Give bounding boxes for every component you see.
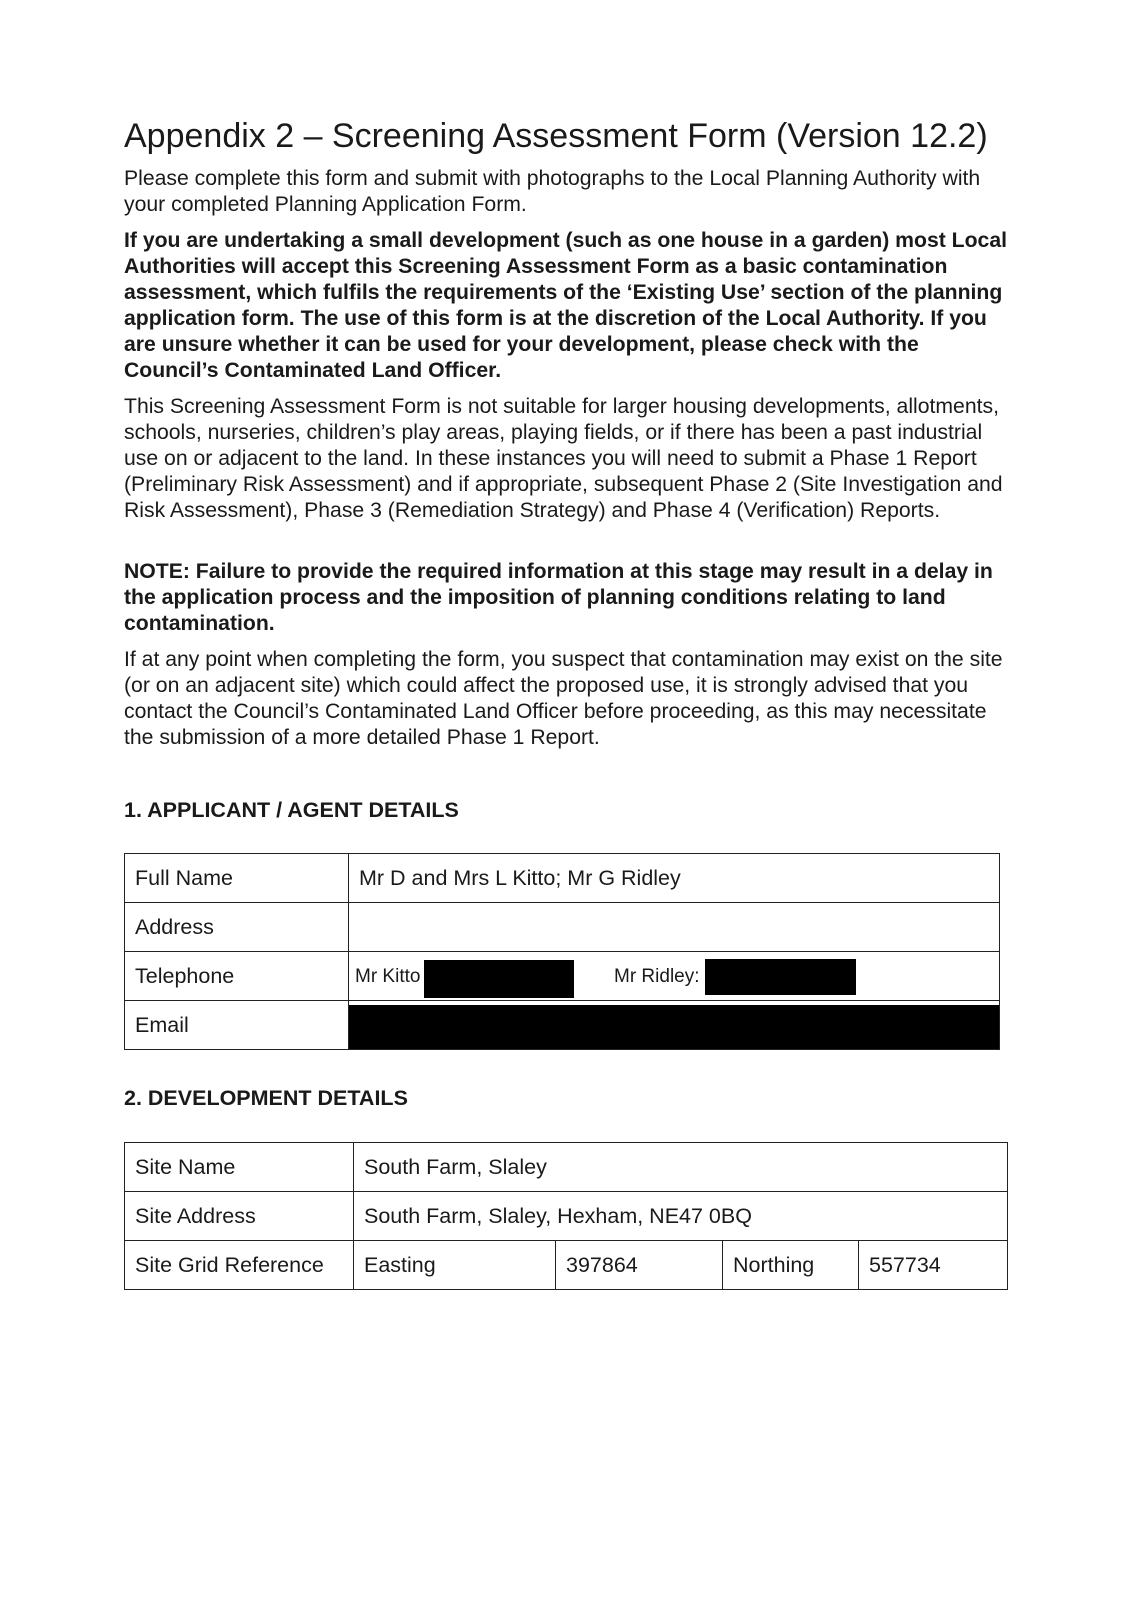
site-address-label: Site Address (125, 1192, 354, 1241)
development-section-heading: 2. DEVELOPMENT DETAILS (124, 1086, 408, 1110)
table-row (125, 854, 1000, 903)
redaction-block-kitto-phone (424, 960, 574, 998)
site-grid-reference-label: Site Grid Reference (125, 1241, 354, 1290)
email-value[interactable] (349, 1001, 1000, 1050)
site-address-value[interactable]: South Farm, Slaley, Hexham, NE47 0BQ (354, 1192, 1008, 1241)
advice-paragraph: If at any point when completing the form, you suspect that contamination may exist on the site (or on an adjacent site) which could affect the proposed use, it is strongly advised that you contact the Council’s Contaminated Land Officer before proceeding, as this may necessitate the submission of a more detailed Phase 1 Report. (124, 648, 1003, 749)
page-title: Appendix 2 – Screening Assessment Form (Version 12.2) (124, 117, 988, 155)
intro-paragraph: Please complete this form and submit with photographs to the Local Planning Authority with your completed Planning Application Form. (124, 167, 981, 216)
site-name-label: Site Name (125, 1143, 354, 1192)
address-label: Address (125, 903, 349, 952)
table-row (125, 903, 1000, 952)
easting-value[interactable]: 397864 (556, 1241, 723, 1290)
development-details-table (124, 1142, 1008, 1290)
suitability-paragraph: This Screening Assessment Form is not suitable for larger housing developments, allotments, schools, nurseries, children’s play areas, playing fields, or if there has been a past industrial use on or adjacent to the land. In these instances you will need to submit a Phase 1 Report (Preliminary Risk Assessment) and if appropriate, subsequent Phase 2 (Site Investigation and Risk Assessment), Phase 3 (Remediation Strategy) and Phase 4 (Verification) Reports. (124, 395, 1003, 522)
full-name-value[interactable]: Mr D and Mrs L Kitto; Mr G Ridley (349, 854, 1000, 903)
table-row (125, 1241, 1008, 1290)
table-row (125, 952, 1000, 1001)
redaction-block-email (349, 1005, 999, 1050)
address-value[interactable] (349, 903, 1000, 952)
table-row (125, 1001, 1000, 1050)
telephone-kitto-label: Mr Kitto (355, 966, 421, 987)
applicant-section-heading: 1. APPLICANT / AGENT DETAILS (124, 798, 459, 822)
applicant-details-table (124, 853, 1000, 1050)
note-paragraph: NOTE: Failure to provide the required information at this stage may result in a delay in the application process and the imposition of planning conditions relating to land contamination. (124, 560, 993, 635)
northing-value[interactable]: 557734 (859, 1241, 1008, 1290)
telephone-label: Telephone (125, 952, 349, 1001)
email-label: Email (125, 1001, 349, 1050)
telephone-ridley-label: Mr Ridley: (614, 966, 700, 987)
table-row (125, 1192, 1008, 1241)
table-row (125, 1143, 1008, 1192)
full-name-label: Full Name (125, 854, 349, 903)
telephone-value[interactable] (349, 952, 1000, 1001)
site-name-value[interactable]: South Farm, Slaley (354, 1143, 1008, 1192)
bold-notice-paragraph: If you are undertaking a small development (such as one house in a garden) most Local Authorities will accept this Screening Assessment Form as a basic contamination assessment, which fulfils the requirements of the ‘Existing Use’ section of the planning application form. The use of this form is at the discretion of the Local Authority. If you are unsure whether it can be used for your development, please check with the Council’s Contaminated Land Officer. (124, 229, 1008, 382)
redaction-block-ridley-phone (705, 959, 856, 995)
northing-label: Northing (723, 1241, 859, 1290)
easting-label: Easting (354, 1241, 556, 1290)
